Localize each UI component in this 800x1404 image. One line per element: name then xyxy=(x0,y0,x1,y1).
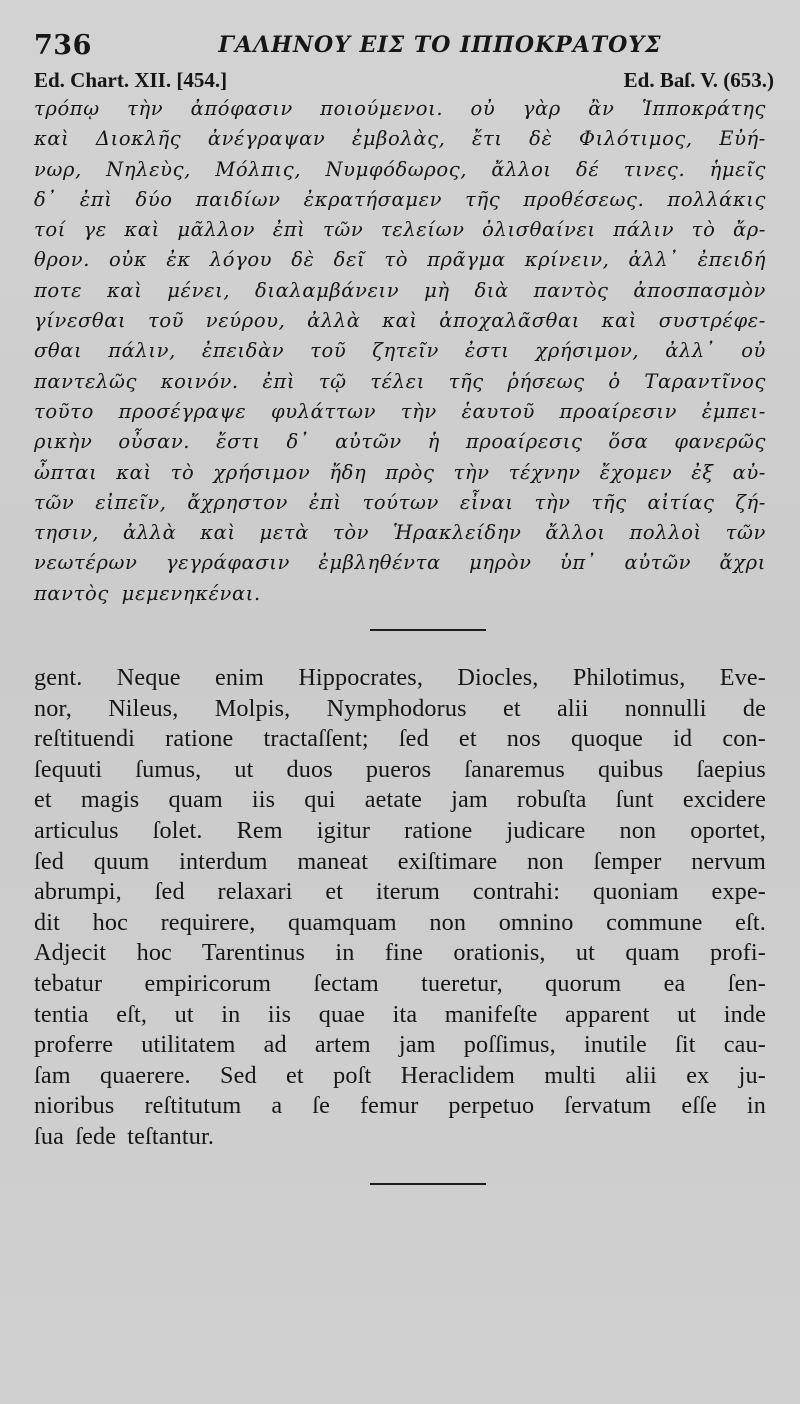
greek-line: θρον. οὐκ ἐκ λόγου δὲ δεῖ τὸ πρᾶγμα κρίνειν, ἀλλ᾽ ἐπειδή xyxy=(34,248,766,272)
latin-line: abrumpi, ſed relaxari et iterum contrahi: quoniam expe- xyxy=(34,878,766,906)
greek-line: παντὸς μεμενηκέναι. xyxy=(34,581,261,605)
page-number: 736 xyxy=(34,30,92,61)
latin-line: ſam quaerere. Sed et poſt Heraclidem multi alii ex ju- xyxy=(34,1061,766,1089)
latin-line: tebatur empiricorum ſectam tueretur, quorum ea ſen- xyxy=(34,969,766,997)
section-divider xyxy=(370,629,486,631)
greek-line: τρόπῳ τὴν ἀπόφασιν ποιούμενοι. οὐ γὰρ ἂν Ἱπποκράτης xyxy=(34,97,766,120)
latin-line: et magis quam iis qui aetate jam robuſta ſunt excidere xyxy=(34,786,766,814)
greek-line: τοῦτο προσέγραψε φυλάττων τὴν ἑαυτοῦ προαίρεσιν ἐμπει- xyxy=(34,399,766,423)
greek-line: τῶν εἰπεῖν, ἄχρηστον ἐπὶ τούτων εἶναι τὴν τῆς αἰτίας ζή- xyxy=(34,490,766,514)
latin-line: tentia eſt, ut in iis quae ita manifeſte apparent ut inde xyxy=(34,1000,766,1028)
latin-text-block xyxy=(34,663,766,1153)
greek-line: γίνεσθαι τοῦ νεύρου, ἀλλὰ καὶ ἀποχαλᾶσθαι καὶ συστρέφε- xyxy=(34,309,766,333)
latin-line: dit hoc requirere, quamquam non omnino commune eſt. xyxy=(34,908,766,936)
latin-line: gent. Neque enim Hippocrates, Diocles, Philotimus, Eve- xyxy=(34,664,766,692)
latin-line: Adjecit hoc Tarentinus in fine orationis, ut quam profi- xyxy=(34,939,766,967)
page-header xyxy=(34,0,766,64)
latin-line: ſed quum interdum maneat exiſtimare non ſemper nervum xyxy=(34,847,766,875)
edition-references xyxy=(34,64,774,94)
edition-basel-reference: Ed. Baſ. V. (653.) xyxy=(623,68,774,92)
greek-line: δ᾽ ἐπὶ δύο παιδίων ἐκρατήσαμεν τῆς προθέσεως. πολλάκις xyxy=(34,187,766,211)
section-divider xyxy=(370,1183,486,1185)
greek-line: ρικὴν οὖσαν. ἔστι δ᾽ αὐτῶν ἡ προαίρεσις ὅσα φανερῶς xyxy=(34,430,766,454)
latin-line: nor, Nileus, Molpis, Nymphodorus et alii nonnulli de xyxy=(34,694,766,722)
greek-line: παντελῶς κοινόν. ἐπὶ τῷ τέλει τῆς ῥήσεως ὁ Ταραντῖνος xyxy=(34,369,766,393)
greek-line: σθαι πάλιν, ἐπειδὰν τοῦ ζητεῖν ἐστι χρήσιμον, ἀλλ᾽ οὐ xyxy=(34,339,766,363)
running-title: ΓΑΛΗΝΟΥ ΕΙΣ ΤΟ ΙΠΠΟΚΡΑΤΟΥΣ xyxy=(218,32,662,58)
latin-line: ſua ſede teſtantur. xyxy=(34,1122,215,1150)
latin-line: ſequuti ſumus, ut duos pueros ſanaremus quibus ſaepius xyxy=(34,755,766,783)
greek-text-block xyxy=(34,94,766,609)
latin-line: nioribus reſtitutum a ſe femur perpetuo ſervatum eſſe in xyxy=(34,1092,766,1120)
latin-line: reſtituendi ratione tractaſſent; ſed et nos quoque id con- xyxy=(34,725,766,753)
greek-line: ὦπται καὶ τὸ χρήσιμον ἤδη πρὸς τὴν τέχνην ἔχομεν ἐξ αὐ- xyxy=(34,460,766,484)
greek-line: καὶ Διοκλῆς ἀνέγραψαν ἐμβολὰς, ἔτι δὲ Φιλότιμος, Εὐή- xyxy=(34,127,766,151)
greek-line: νωρ, Νηλεὺς, Μόλπις, Νυμφόδωρος, ἄλλοι δέ τινες. ἡμεῖς xyxy=(34,157,766,181)
greek-line: ποτε καὶ μένει, διαλαμβάνειν μὴ διὰ παντὸς ἀποσπασμὸν xyxy=(34,278,766,302)
latin-line: articulus ſolet. Rem igitur ratione judicare non oportet, xyxy=(34,817,766,845)
latin-line: proferre utilitatem ad artem jam poſſimus, inutile ſit cau- xyxy=(34,1031,766,1059)
edition-chartier-reference: Ed. Chart. XII. [454.] xyxy=(34,68,228,92)
greek-line: τοί γε καὶ μᾶλλον ἐπὶ τῶν τελείων ὀλισθαίνει πάλιν τὸ ἄρ- xyxy=(34,218,766,242)
greek-line: νεωτέρων γεγράφασιν ἐμβληθέντα μηρὸν ὑπ᾽ αὐτῶν ἄχρι xyxy=(34,551,766,575)
greek-line: τησιν, ἀλλὰ καὶ μετὰ τὸν Ἡρακλείδην ἄλλοι πολλοὶ τῶν xyxy=(34,521,766,545)
